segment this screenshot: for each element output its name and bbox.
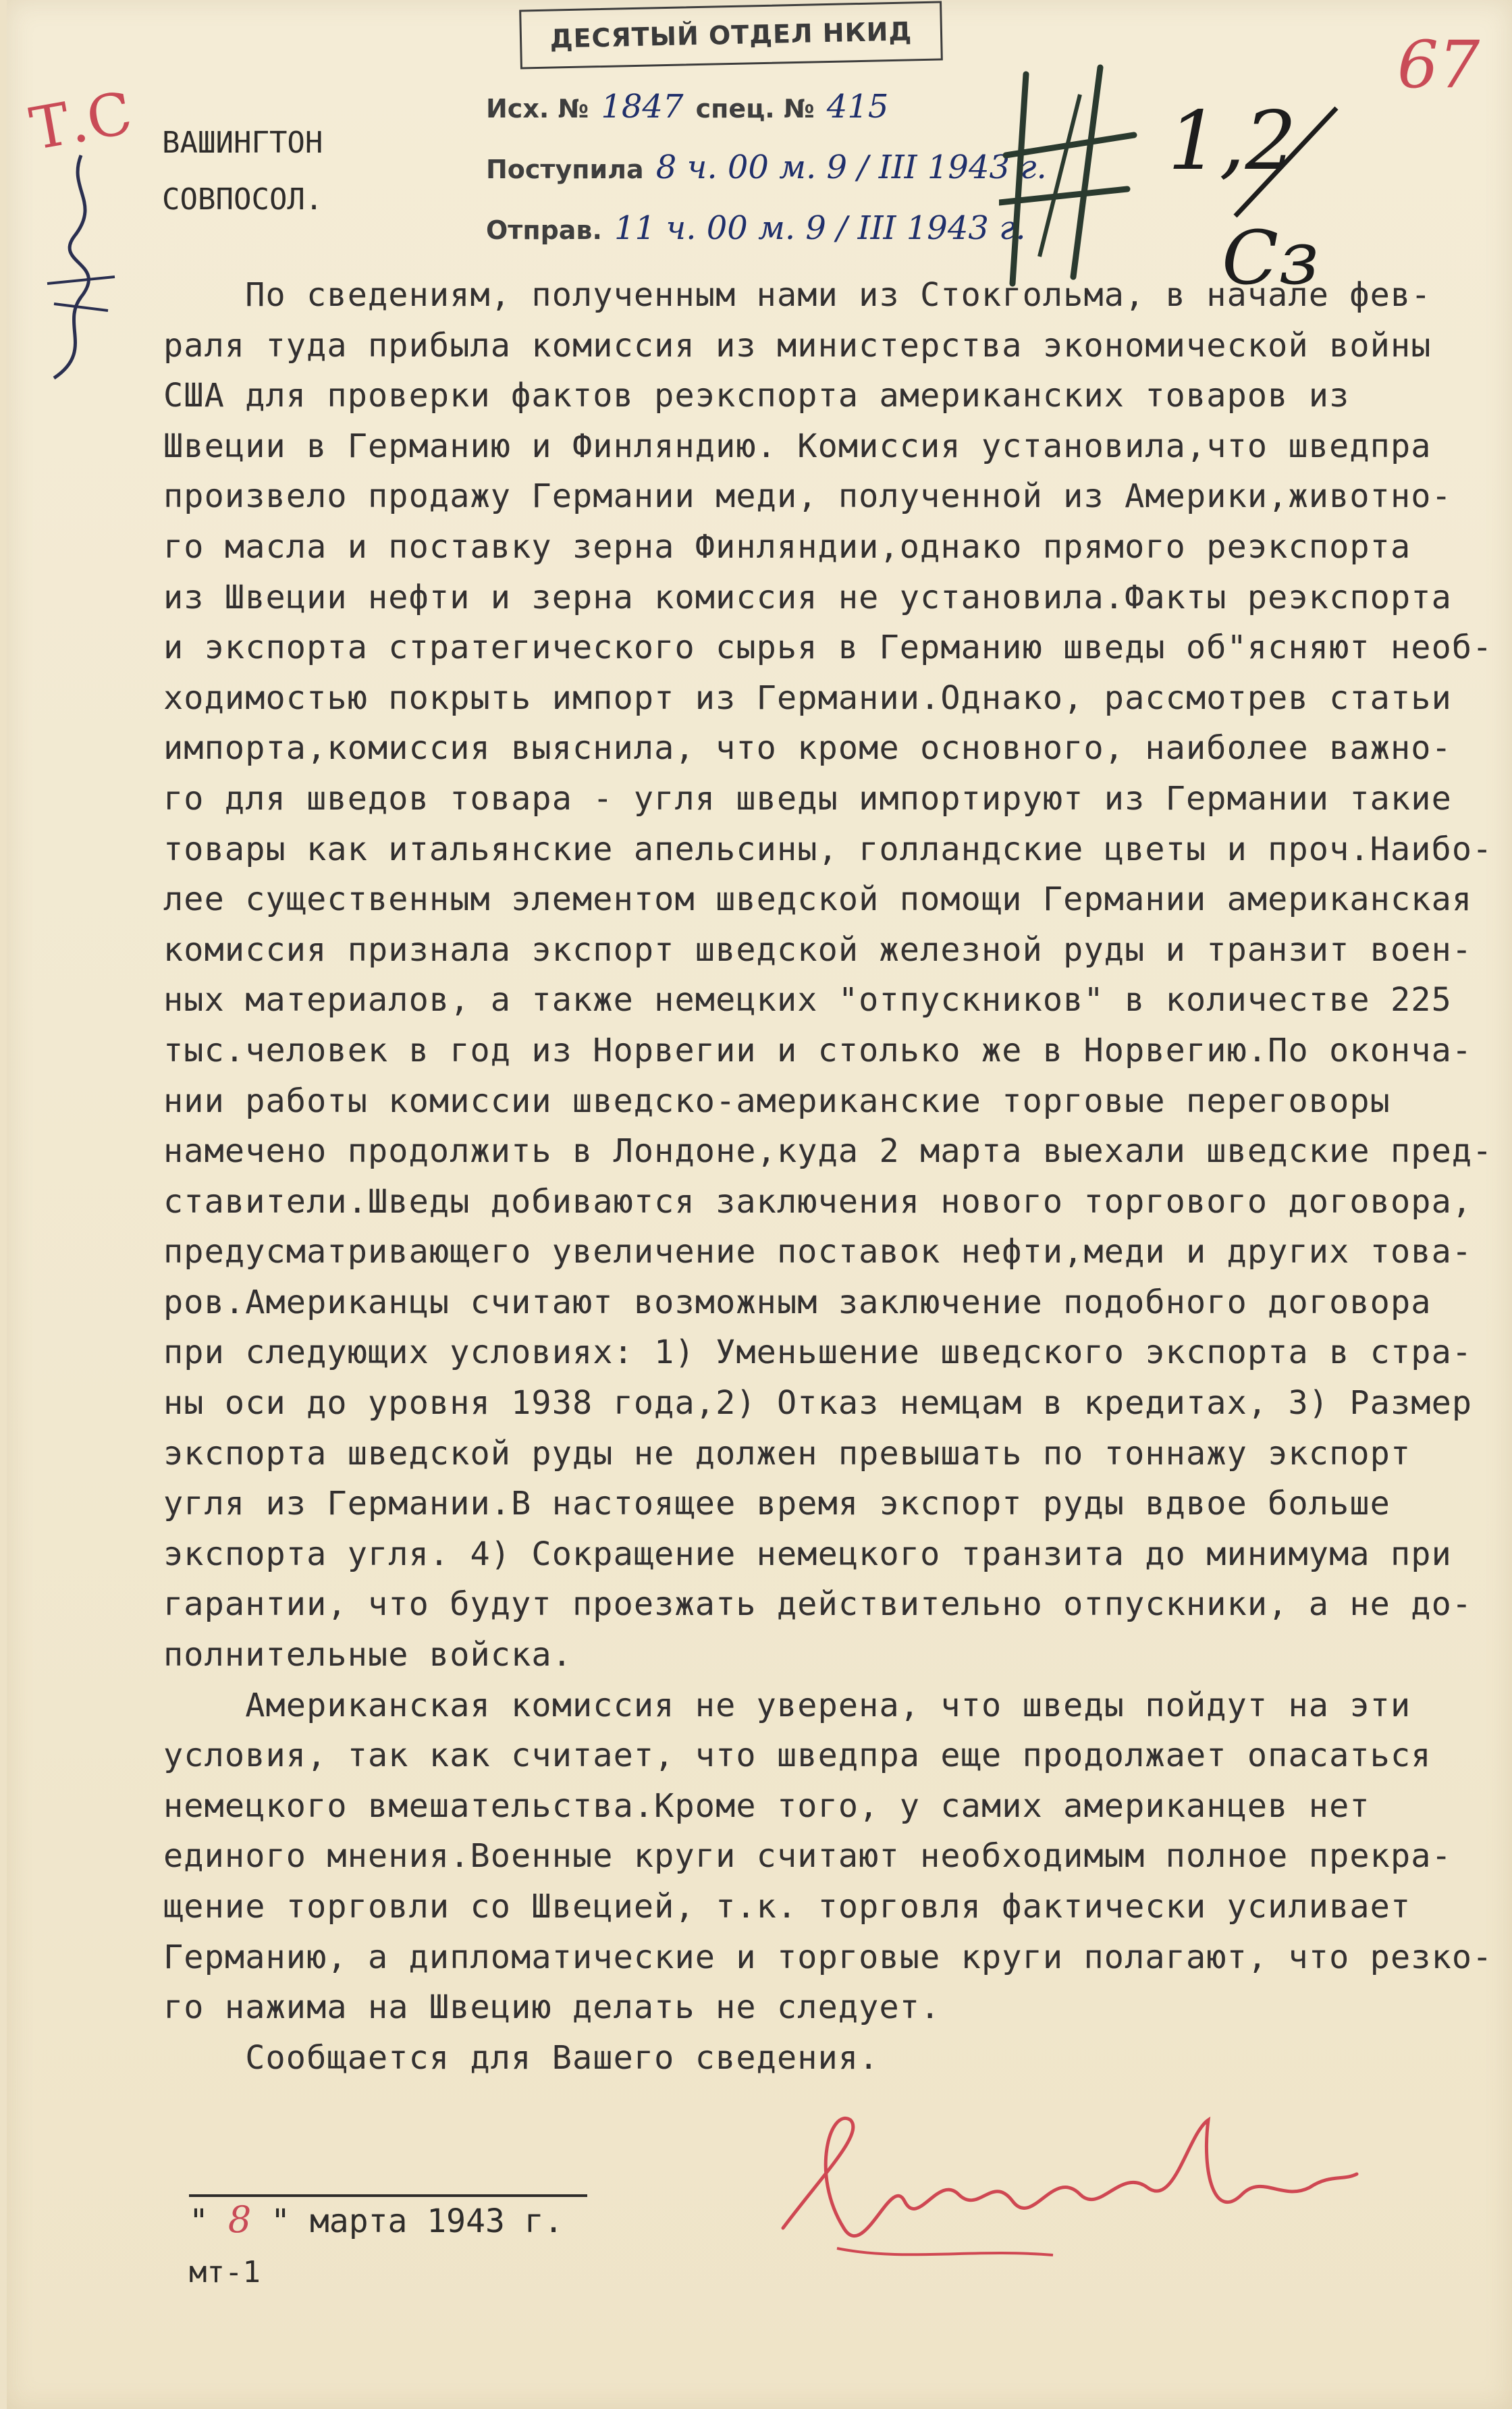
sent-label: Отправ.: [486, 215, 602, 245]
department-stamp: ДЕСЯТЫЙ ОТДЕЛ НКИД: [519, 1, 943, 69]
body-line: лее существенным элементом шведской помощи Германии американская: [163, 880, 1473, 919]
body-line: и экспорта стратегического сырья в Германию шведы об"ясняют необ-: [163, 629, 1493, 667]
body-line: условия, так как считает, что шведпра еще продолжает опасаться: [163, 1737, 1432, 1775]
body-line: Германию, а дипломатические и торговые круги полагают, что резко-: [163, 1938, 1493, 1976]
received-time: 8 ч. 00 м. 9 / III 1943 г.: [655, 149, 1047, 186]
fraction-denominator: Сз: [1222, 215, 1320, 301]
body-line: раля туда прибыла комиссия из министерства экономической войны: [163, 326, 1432, 365]
document-page: [7, 0, 1512, 2409]
body-line: немецкого вмешательства.Кроме того, у самих американцев нет: [163, 1786, 1370, 1825]
date-rule: [189, 2194, 587, 2197]
body-line: Американская комиссия не уверена, что шведы пойдут на эти: [163, 1686, 1411, 1724]
page-number: 67: [1397, 27, 1480, 103]
special-number: 415: [826, 88, 889, 126]
body-line: щение торговли со Швецией, т.к. торговля фактически усиливает: [163, 1888, 1411, 1926]
fraction-numerator: 1,2: [1168, 95, 1297, 188]
telegram-body: [163, 270, 1500, 2083]
body-line: нии работы комиссии шведско-американские торговые переговоры: [163, 1082, 1390, 1120]
document-date: [189, 2198, 564, 2241]
body-line: при следующих условиях: 1) Уменьшение шведского экспорта в стра-: [163, 1333, 1473, 1372]
body-line: товары как итальянские апельсины, голландские цветы и проч.Наибо-: [163, 830, 1493, 868]
outgoing-number: 1847: [601, 88, 684, 126]
body-line: ставители.Шведы добиваются заключения нового торгового договора,: [163, 1182, 1473, 1221]
date-day: 8: [227, 2198, 252, 2241]
received-label: Поступила: [486, 155, 644, 184]
handwritten-resolution-scribble: [27, 149, 128, 392]
body-line: экспорта шведской руды не должен превышать по тоннажу экспорт: [163, 1434, 1411, 1473]
outgoing-label: Исх. №: [486, 94, 589, 124]
body-line: По сведениям, полученным нами из Стокгольма, в начале фев-: [163, 276, 1432, 314]
typist-reference: мт-1: [189, 2255, 261, 2289]
body-line: го нажима на Швецию делать не следует.: [163, 1988, 941, 2027]
body-line: ходимостью покрыть импорт из Германии.Однако, рассмотрев статьи: [163, 679, 1452, 717]
body-line: намечено продолжить в Лондоне,куда 2 марта выехали шведские пред-: [163, 1132, 1493, 1171]
body-line: произвело продажу Германии меди, полученной из Америки,животно-: [163, 477, 1452, 516]
received-row: [486, 149, 1051, 186]
body-line: единого мнения.Военные круги считают необходимым полное прекра-: [163, 1837, 1452, 1876]
body-line: Швеции в Германию и Финляндию. Комиссия установила,что шведпра: [163, 427, 1432, 465]
body-line: ных материалов, а также немецких "отпускников" в количестве 225: [163, 981, 1452, 1020]
body-line: импорта,комиссия выяснила, что кроме основного, наиболее важно-: [163, 729, 1452, 768]
body-line: из Швеции нефти и зерна комиссия не установила.Факты реэкспорта: [163, 578, 1452, 616]
body-line: США для проверки фактов реэкспорта американских товаров из: [163, 377, 1350, 415]
corner-handwritten-mark: Т.С: [25, 79, 138, 164]
body-line: тыс.человек в год из Норвегии и столько же в Норвегию.По оконча-: [163, 1031, 1473, 1069]
body-line: го масла и поставку зерна Финляндии,однако прямого реэкспорта: [163, 527, 1411, 566]
sent-time: 11 ч. 00 м. 9 / III 1943 г.: [614, 209, 1026, 247]
handwritten-signature: [770, 2093, 1364, 2296]
body-line: комиссия признала экспорт шведской железной руды и транзит воен-: [163, 930, 1473, 969]
body-line: полнительные войска.: [163, 1636, 572, 1674]
addressee-recipient: СОВПОСОЛ.: [162, 182, 323, 217]
body-line: предусматривающего увеличение поставок нефти,меди и других това-: [163, 1233, 1473, 1271]
body-line: угля из Германии.В настоящее время экспорт руды вдвое больше: [163, 1485, 1390, 1523]
special-number-label: спец. №: [695, 94, 815, 124]
body-line: гарантии, что будут проезжать действительно отпускники, а не до-: [163, 1585, 1473, 1624]
date-month-year: марта 1943 г.: [309, 2202, 564, 2240]
body-line: го для шведов товара - угля шведы импортируют из Германии такие: [163, 779, 1452, 818]
body-line: Сообщается для Вашего сведения.: [163, 2038, 880, 2077]
addressee-city: ВАШИНГТОН: [162, 126, 323, 160]
body-line: ны оси до уровня 1938 года,2) Отказ немцам в кредитах, 3) Размер: [163, 1384, 1473, 1423]
date-close-quote: ": [271, 2202, 290, 2240]
outgoing-number-row: [486, 88, 892, 126]
sent-row: [486, 209, 1030, 247]
body-line: ров.Американцы считают возможным заключение подобного договора: [163, 1283, 1432, 1321]
addressee-block: [162, 115, 323, 228]
date-open-quote: ": [189, 2202, 209, 2240]
body-line: экспорта угля. 4) Сокращение немецкого транзита до минимума при: [163, 1535, 1452, 1573]
